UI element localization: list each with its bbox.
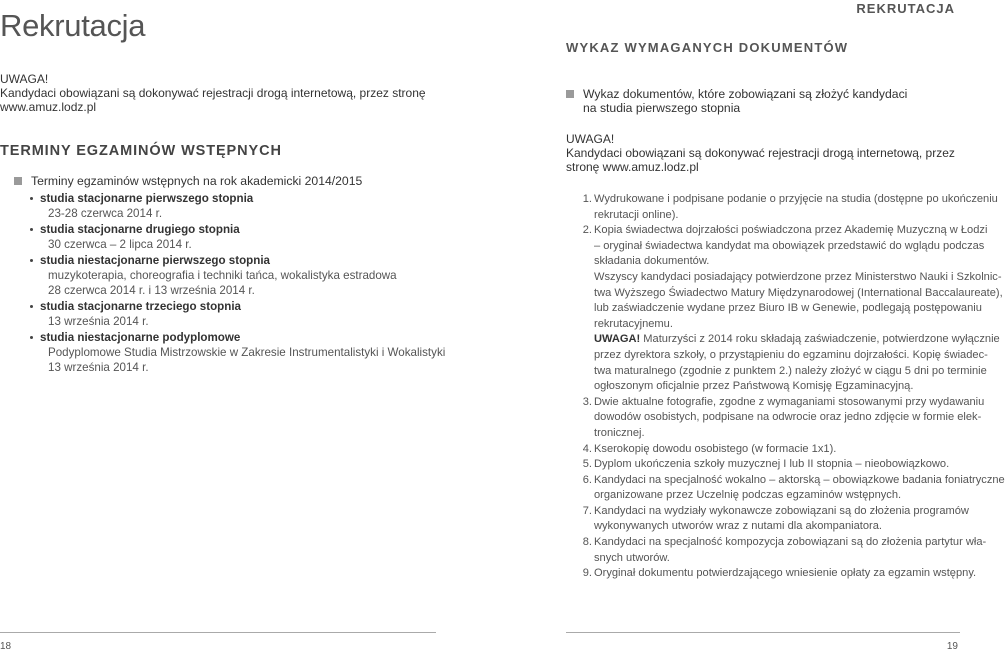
document-number: 7.: [582, 504, 592, 517]
document-note: [594, 332, 1003, 348]
exam-item: [30, 222, 470, 252]
exam-item: [30, 330, 470, 375]
document-text: Dyplom ukończenia szkoły muzycznej I lub II stopnia – nieobowiązkowo.: [594, 458, 950, 471]
warning-label: UWAGA!: [566, 132, 615, 146]
exam-item: [30, 299, 470, 329]
square-bullet-icon: [566, 90, 574, 98]
documents-intro: [566, 87, 907, 115]
exam-list: [30, 191, 470, 376]
exam-item-detail: muzykoterapia, choreografia i techniki tańca, wokalistyka estradowa: [48, 269, 397, 282]
bullet-icon: [30, 305, 33, 308]
exam-item-heading: studia stacjonarne pierwszego stopnia: [40, 192, 254, 205]
page-title: Rekrutacja: [0, 8, 146, 43]
document-number: 2.: [582, 224, 592, 237]
section-title-exam-dates: TERMINY EGZAMINÓW WSTĘPNYCH: [0, 143, 282, 159]
document-text: wykonywanych utworów wraz z nutami dla akompaniatora.: [594, 520, 882, 533]
exam-item-detail: Podyplomowe Studia Mistrzowskie w Zakresie Instrumentalistyki i Wokalistyki: [48, 346, 446, 359]
exam-item-date: 30 czerwca – 2 lipca 2014 r.: [48, 238, 192, 251]
document-text: ogłoszonym oficjalnie przez Państwową Komisję Egzaminacyjną.: [594, 380, 914, 393]
document-number: 8.: [582, 536, 592, 549]
document-number: 1.: [582, 193, 592, 205]
exam-item-heading: studia niestacjonarne pierwszego stopnia: [40, 254, 270, 267]
document-text: organizowane przez Uczelnię podczas egzaminów wstępnych.: [594, 489, 902, 502]
document-item: [566, 395, 985, 442]
documents-list: [566, 192, 1005, 582]
document-number: 5.: [582, 458, 592, 471]
document-text: twa maturalnego (zgodnie z punktem 2.) należy złożyć w ciągu 5 dni po terminie: [594, 364, 987, 377]
document-item: [566, 535, 987, 566]
document-text: twa Wyższego Świadectwo Matury Międzynarodowej (International Baccalaureate),: [594, 286, 1003, 299]
document-text: lub zaświadczenie wydane przez Biuro IB w Genewie, podlegają postępowaniu: [594, 302, 982, 315]
document-text: Dwie aktualne fotografie, zgodne z wymaganiami stosowanymi przy wydawaniu: [594, 395, 985, 408]
documents-intro-line: Wykaz dokumentów, które zobowiązani są złożyć kandydaci: [583, 87, 908, 101]
exam-item-date: 23-28 czerwca 2014 r.: [48, 207, 163, 220]
document-text: przez dyrektora szkoły, o przystąpieniu do egzaminu dojrzałości. Kopię świadec-: [594, 348, 988, 361]
document-text: Kandydaci na specjalność wokalno – aktorską – obowiązkowe badania foniatryczne: [594, 473, 1005, 486]
right-page: [566, 0, 1005, 655]
document-number: 3.: [582, 395, 592, 408]
exam-item: [30, 253, 470, 298]
footer-rule-right: [566, 632, 960, 633]
page-number-left: 18: [0, 641, 12, 652]
exam-item-date: 28 czerwca 2014 r. i 13 września 2014 r.: [48, 284, 255, 297]
page-number-right: 19: [946, 641, 958, 652]
document-text: rekrutacji online).: [594, 208, 679, 221]
footer-rule-left: [0, 632, 436, 633]
document-text: tronicznej.: [594, 426, 645, 439]
document-text: rekrutacyjnemu.: [594, 317, 673, 330]
document-item: [566, 473, 1005, 504]
document-text: składania dokumentów.: [594, 255, 710, 268]
document-number: 9.: [582, 567, 592, 580]
document-item: [566, 442, 960, 458]
document-item: [566, 192, 998, 223]
warning-line: Kandydaci obowiązani są dokonywać rejestracji drogą internetową, przez stronę: [0, 86, 426, 100]
document-text: – oryginał świadectwa kandydat ma obowiązek przedstawić do wglądu podczas: [594, 239, 985, 252]
exam-item-heading: studia niestacjonarne podyplomowe: [40, 331, 241, 344]
warning-line: stronę www.amuz.lodz.pl: [566, 160, 699, 174]
exam-item-heading: studia stacjonarne drugiego stopnia: [40, 223, 240, 236]
warning-line: Kandydaci obowiązani są dokonywać rejestracji drogą internetową, przez: [566, 146, 955, 160]
bullet-icon: [30, 259, 33, 262]
exam-item-heading: studia stacjonarne trzeciego stopnia: [40, 300, 242, 313]
document-number: 6.: [582, 473, 592, 486]
document-number: 4.: [582, 442, 592, 455]
exam-intro-text: Terminy egzaminów wstępnych na rok akademicki 2014/2015: [31, 174, 363, 188]
bullet-icon: [30, 228, 33, 231]
document-item: [566, 504, 969, 535]
bullet-icon: [30, 197, 33, 200]
document-text: Wszyscy kandydaci posiadający potwierdzone przez Ministerstwo Nauki i Szkolnic-: [594, 270, 1002, 283]
section-title-documents: WYKAZ WYMAGANYCH DOKUMENTÓW: [566, 40, 849, 55]
document-text: Wydrukowane i podpisane podanie o przyjęcie na studia (dostępne po ukończeniu: [594, 193, 998, 205]
note-label: UWAGA!: [594, 333, 641, 346]
document-text: Kandydaci na specjalność kompozycja zobowiązani są do złożenia partytur wła-: [594, 536, 987, 549]
running-header: REKRUTACJA: [856, 1, 955, 16]
exam-intro: [14, 174, 362, 188]
exam-item: [30, 191, 470, 221]
registration-warning: [0, 72, 440, 114]
document-text: Kandydaci na wydziały wykonawcze zobowiązani są do złożenia programów: [594, 504, 969, 517]
exam-item-date: 13 września 2014 r.: [48, 361, 149, 374]
registration-warning-right: [566, 132, 958, 174]
warning-line: www.amuz.lodz.pl: [0, 100, 97, 114]
document-text: dowodów osobistych, podpisane na odwrocie oraz jedno zdjęcie w formie elek-: [594, 411, 982, 424]
square-bullet-icon: [14, 177, 22, 185]
document-item: [566, 223, 1003, 395]
document-text: snych utworów.: [594, 551, 670, 564]
exam-item-date: 13 września 2014 r.: [48, 315, 149, 328]
document-text: Kopia świadectwa dojrzałości poświadczona przez Akademię Muzyczną w Łodzi: [594, 224, 988, 237]
bullet-icon: [30, 336, 33, 339]
document-item: [566, 566, 977, 582]
document-text: Oryginał dokumentu potwierdzającego wniesienie opłaty za egzamin wstępny.: [594, 567, 977, 580]
document-text: Kserokopię dowodu osobistego (w formacie 1x1).: [594, 442, 837, 455]
documents-intro-line: na studia pierwszego stopnia: [583, 101, 741, 115]
document-item: [566, 457, 960, 473]
note-text: Maturzyści z 2014 roku składają zaświadczenie, potwierdzone wyłącznie: [640, 333, 1000, 346]
warning-label: UWAGA!: [0, 72, 49, 86]
